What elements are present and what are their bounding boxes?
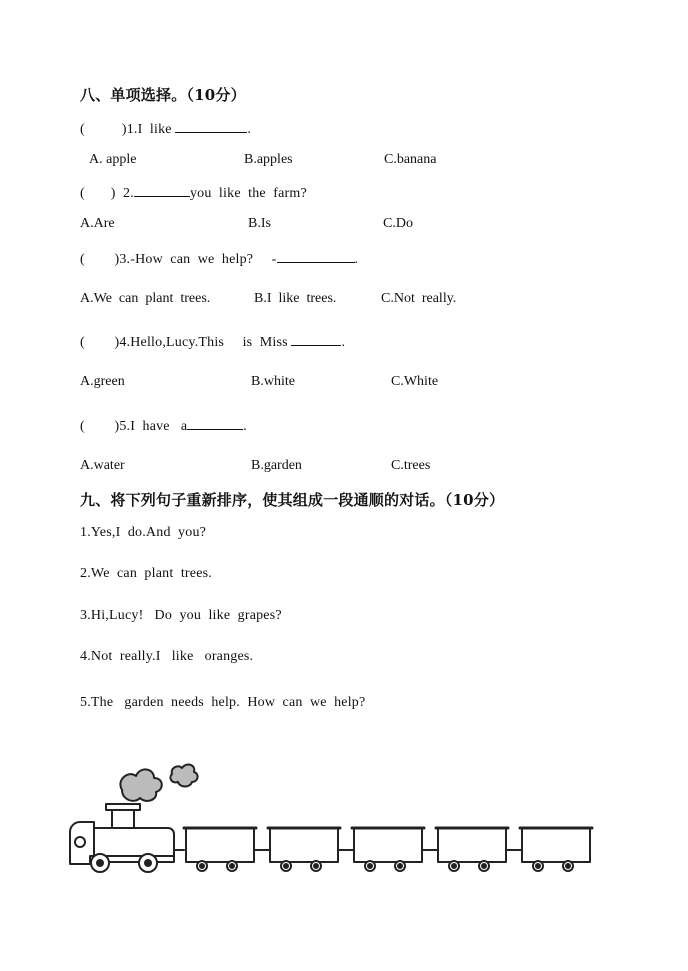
question-text: 5.I have a bbox=[119, 419, 188, 434]
option-a: A.green bbox=[80, 374, 125, 389]
train-wagon-icon bbox=[520, 828, 592, 871]
option-b: B.apples bbox=[244, 152, 293, 167]
dialogue-sentence-3: 3.Hi,Lucy! Do you like grapes? bbox=[80, 608, 282, 623]
question-5 bbox=[80, 416, 247, 435]
option-a: A.We can plant trees. bbox=[80, 291, 211, 306]
question-end: . bbox=[243, 419, 247, 434]
train-icon bbox=[60, 760, 600, 880]
option-a: A.Are bbox=[80, 216, 115, 231]
question-text: 1.I like bbox=[126, 122, 176, 137]
train-wagon-icon bbox=[184, 828, 270, 871]
dialogue-sentence-1: 1.Yes,I do.And you? bbox=[80, 525, 207, 540]
question-end: . bbox=[341, 335, 346, 350]
question-text: 2. bbox=[115, 186, 134, 201]
answer-blank bbox=[175, 119, 247, 133]
option-c: C.Do bbox=[383, 216, 413, 231]
option-b: B.Is bbox=[248, 216, 271, 231]
question-end: . bbox=[247, 122, 252, 137]
question-end: . bbox=[354, 252, 359, 267]
option-c: C.Not really. bbox=[381, 291, 457, 306]
question-3 bbox=[80, 249, 358, 268]
dialogue-sentence-5: 5.The garden needs help. How can we help? bbox=[80, 695, 366, 710]
answer-paren: ( ) bbox=[80, 252, 120, 267]
section-8-heading: 八、单项选择。（10分） bbox=[80, 86, 246, 104]
answer-paren: ( ) bbox=[80, 335, 120, 350]
option-b: B.garden bbox=[251, 458, 302, 473]
answer-blank bbox=[134, 183, 190, 197]
section-9-heading: 九、将下列句子重新排序，使其组成一段通顺的对话。（10分） bbox=[80, 491, 505, 509]
answer-blank bbox=[291, 332, 341, 346]
question-text: 3.-How can we help? - bbox=[119, 252, 277, 267]
answer-paren: ( ) bbox=[80, 186, 116, 201]
question-1 bbox=[80, 119, 251, 138]
question-text: 4.Hello,Lucy.This is Miss bbox=[119, 335, 292, 350]
smoke-cloud-icon bbox=[170, 765, 197, 787]
smoke-cloud-icon bbox=[120, 769, 161, 800]
option-c: C.banana bbox=[384, 152, 437, 167]
option-a: A.water bbox=[80, 458, 125, 473]
question-end: you like the farm? bbox=[189, 186, 307, 201]
question-2 bbox=[80, 183, 307, 202]
train-wagon-icon bbox=[268, 828, 354, 871]
dialogue-sentence-4: 4.Not really.I like oranges. bbox=[80, 649, 254, 664]
answer-blank bbox=[277, 249, 355, 263]
train-wagon-icon bbox=[352, 828, 438, 871]
dialogue-sentence-2: 2.We can plant trees. bbox=[80, 566, 212, 581]
locomotive-icon bbox=[70, 822, 184, 872]
answer-blank bbox=[187, 416, 243, 430]
option-c: C.White bbox=[391, 374, 439, 389]
option-b: B.I like trees. bbox=[254, 291, 337, 306]
answer-paren: ( ) bbox=[80, 419, 120, 434]
option-a: A. apple bbox=[89, 152, 137, 167]
option-b: B.white bbox=[251, 374, 295, 389]
answer-paren: ( ) bbox=[80, 122, 127, 137]
option-c: C.trees bbox=[391, 458, 431, 473]
question-4 bbox=[80, 332, 345, 351]
chimney-icon bbox=[106, 804, 140, 828]
train-wagon-icon bbox=[436, 828, 522, 871]
